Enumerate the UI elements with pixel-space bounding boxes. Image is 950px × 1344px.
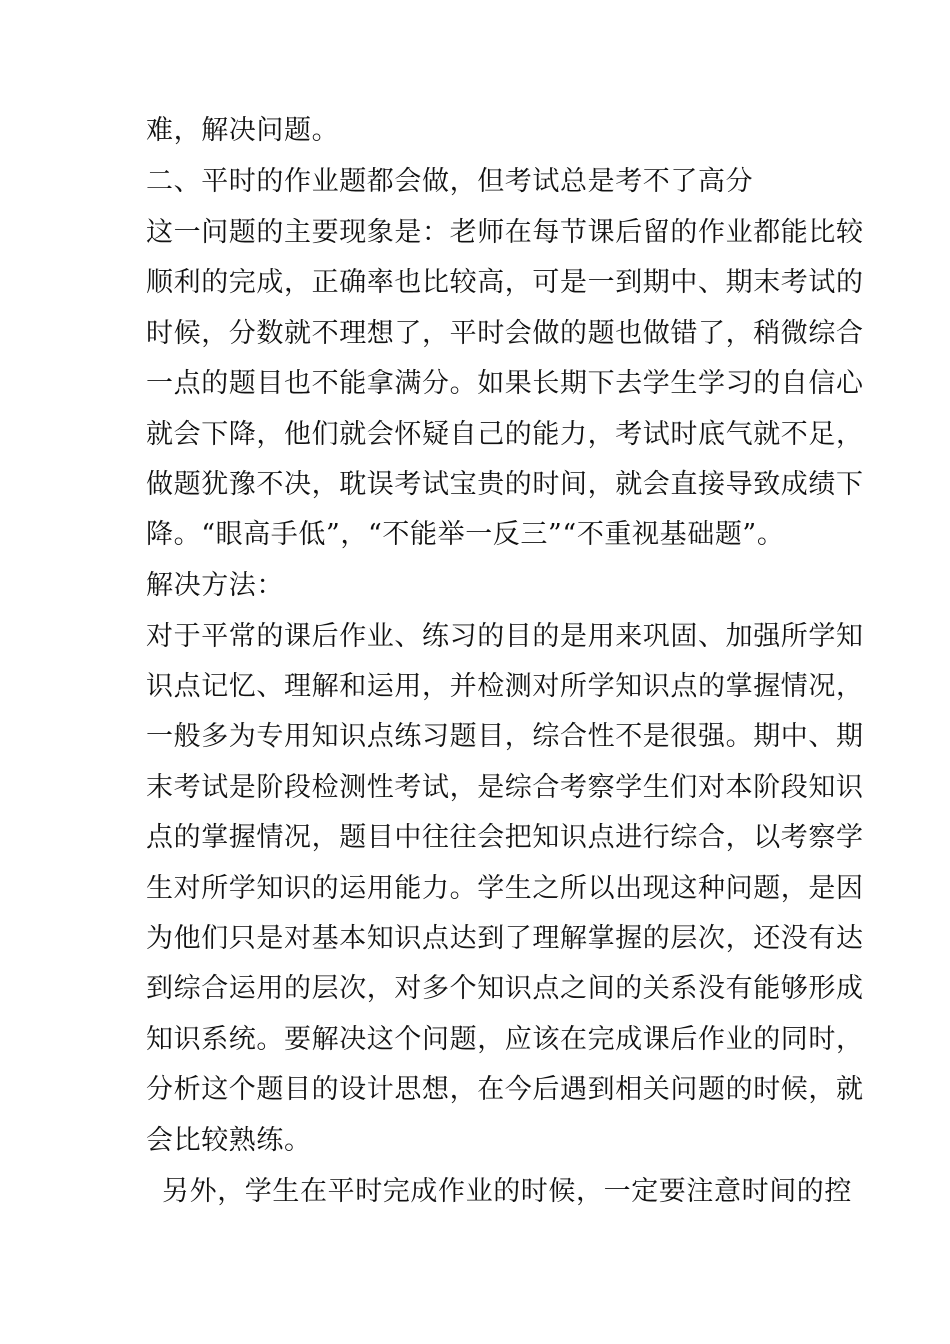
text-line: 顺利的完成，正确率也比较高，可是一到期中、期末考试的 [146,267,864,298]
text-line: 末考试是阶段检测性考试，是综合考察学生们对本阶段知识 [146,772,864,803]
subheading: 解决方法： [146,570,284,601]
text-line: 分析这个题目的设计思想，在今后遇到相关问题的时候，就 [146,1074,864,1105]
text-line: 会比较熟练。 [146,1125,312,1156]
text-line: 这一问题的主要现象是：老师在每节课后留的作业都能比较 [146,217,864,248]
text-line: 一点的题目也不能拿满分。如果长期下去学生学习的自信心 [146,368,864,399]
text-line: 知识系统。要解决这个问题，应该在完成课后作业的同时， [146,1024,864,1055]
text-line: 就会下降，他们就会怀疑自己的能力，考试时底气就不足， [146,419,864,450]
text-line: 难，解决问题。 [146,115,340,146]
text-line: 识点记忆、理解和运用，并检测对所学知识点的掌握情况， [146,671,864,702]
text-line: 一般多为专用知识点练习题目，综合性不是很强。期中、期 [146,721,864,752]
text-line: 生对所学知识的运用能力。学生之所以出现这种问题，是因 [146,873,864,904]
section-heading: 二、平时的作业题都会做，但考试总是考不了高分 [146,166,754,197]
text-line: 为他们只是对基本知识点达到了理解掌握的层次，还没有达 [146,923,864,954]
text-line: 降。“眼高手低”，“不能举一反三”“不重视基础题”。 [146,519,785,550]
text-line: 另外，学生在平时完成作业的时候，一定要注意时间的控 [162,1176,852,1207]
text-line: 对于平常的课后作业、练习的目的是用来巩固、加强所学知 [146,621,864,652]
text-line: 点的掌握情况，题目中往往会把知识点进行综合，以考察学 [146,822,864,853]
text-line: 时候，分数就不理想了，平时会做的题也做错了，稍微综合 [146,318,864,349]
text-line: 做题犹豫不决，耽误考试宝贵的时间，就会直接导致成绩下 [146,469,864,500]
text-line: 到综合运用的层次，对多个知识点之间的关系没有能够形成 [146,973,864,1004]
